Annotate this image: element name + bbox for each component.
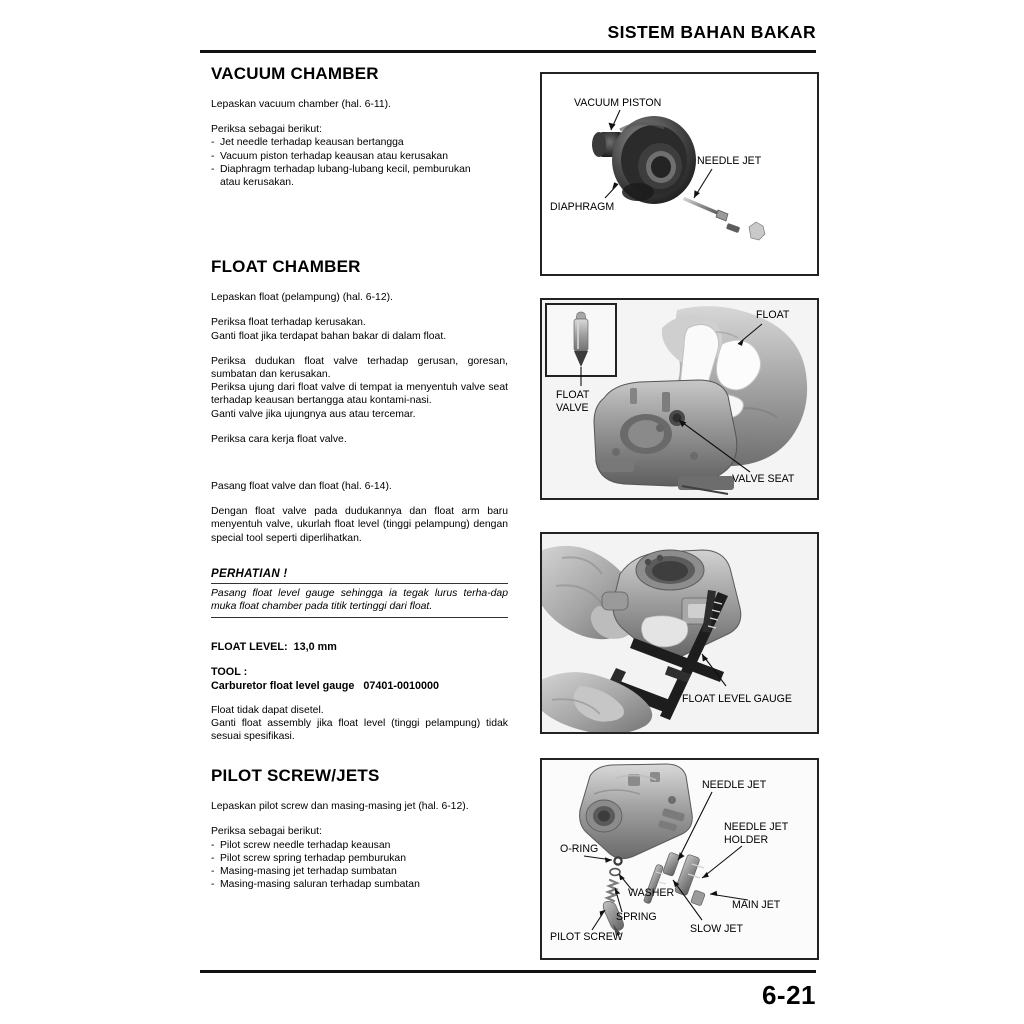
list-item-label: Pilot screw spring terhadap pemburukan: [220, 852, 406, 864]
section-heading-pilot-screw-jets: PILOT SCREW/JETS: [211, 766, 380, 786]
tool-spec: [211, 679, 508, 693]
list-item-label: Jet needle terhadap keausan bertangga: [220, 137, 404, 149]
callout-slow-jet: SLOW JET: [690, 923, 743, 935]
list-item-label: Masing-masing saluran terhadap sumbatan: [220, 879, 420, 891]
tool-number: 07401-0010000: [363, 679, 440, 692]
spacer: [211, 693, 508, 704]
list-item: [211, 150, 508, 163]
callout-float-level-gauge: FLOAT LEVEL GAUGE: [682, 693, 792, 705]
vacuum-chamber-illustration: [542, 74, 817, 274]
bullet-dash: -: [211, 839, 215, 851]
list-item: [211, 852, 508, 865]
figure-float-level-gauge: [540, 532, 819, 734]
callout-vacuum-piston: VACUUM PISTON: [574, 97, 662, 109]
list-item: [211, 839, 508, 852]
spacer: [211, 201, 508, 235]
vacuum-chamber-intro: Lepaskan vacuum chamber (hal. 6-11).: [211, 99, 392, 110]
figure-float-valve-seat: [540, 298, 819, 500]
list-item-label: Vacuum piston terhadap keausan atau kerusakan: [220, 150, 448, 162]
pilot-screw-bullet-list: [211, 839, 508, 892]
caution-text: Pasang float level gauge sehingga ia tegak lurus terha-dap muka float chamber pada titik tertinggi dari float.: [211, 583, 508, 618]
figure-pilot-screw-jets: [540, 758, 819, 960]
float-valve-seat-inspect: Periksa dudukan float valve terhadap gerusan, goresan, sumbatan dan kerusakan.: [211, 355, 508, 381]
spacer: [211, 618, 508, 640]
spacer: [211, 654, 508, 665]
needle-jet-part: [685, 199, 765, 240]
list-item: [211, 865, 508, 878]
float-chamber-intro: Lepaskan float (pelampung) (hal. 6-12).: [211, 292, 393, 304]
float-valve-tip-inspect: Periksa ujung dari float valve di tempat ia menyentuh valve seat terhadap keausan bertangga atau kontami-nasi.: [211, 382, 508, 407]
section-heading-float-chamber: FLOAT CHAMBER: [211, 257, 361, 277]
footer-divider: [200, 970, 816, 973]
figure-vacuum-chamber: [540, 72, 819, 276]
float-level-measure-instr: Dengan float valve pada dudukannya dan float arm baru menyentuh valve, ukurlah float level (tinggi pelampung) dengan special tool seperti diperlihatkan.: [211, 506, 508, 544]
callout-valve-seat: VALVE SEAT: [732, 473, 795, 485]
page-header: [200, 22, 816, 43]
callout-main-jet: MAIN JET: [732, 899, 781, 911]
pilot-screw-check-label: Periksa sebagai berikut:: [211, 826, 322, 838]
callout-needle-jet-holder-line2: HOLDER: [724, 834, 769, 846]
float-valve-replace: Ganti valve jika ujungnya aus atau tercemar.: [211, 408, 416, 420]
float-inspect-damage: Periksa float terhadap kerusakan.: [211, 317, 366, 329]
list-item: [211, 163, 508, 176]
spacer: [211, 557, 508, 568]
bullet-dash: -: [211, 137, 215, 149]
float-not-adjustable: Float tidak dapat disetel.: [211, 704, 324, 716]
list-item: [211, 878, 508, 891]
callout-o-ring: O-RING: [560, 843, 599, 855]
spacer: [211, 458, 508, 480]
bullet-dash: -: [211, 150, 215, 162]
bullet-dash: -: [211, 866, 215, 878]
vacuum-piston-part: [592, 116, 696, 204]
list-item: [211, 136, 508, 149]
list-item-label: Pilot screw needle terhadap keausan: [220, 839, 391, 851]
callout-needle-jet: NEEDLE JET: [697, 155, 762, 167]
vacuum-chamber-bullet-list: [211, 136, 508, 189]
float-valve-install: Pasang float valve dan float (hal. 6-14).: [211, 481, 392, 493]
spacer: [211, 755, 508, 766]
vacuum-chamber-check-label: Periksa sebagai berikut:: [211, 124, 322, 136]
pilot-screw-jets-illustration: [542, 760, 817, 958]
callout-spring: SPRING: [616, 911, 657, 923]
float-valve-inset: [546, 304, 616, 376]
bullet-dash: -: [211, 879, 215, 891]
float-replace-if-fuel: Ganti float jika terdapat bahan bakar di dalam float.: [211, 330, 447, 342]
list-item-label: Diaphragm terhadap lubang-lubang kecil, pemburukan: [220, 163, 471, 175]
page-title: SISTEM BAHAN BAKAR: [607, 22, 816, 42]
callout-diaphragm: DIAPHRAGM: [550, 201, 615, 213]
tool-name: Carburetor float level gauge: [211, 679, 355, 692]
float-level-gauge-illustration: [542, 534, 817, 732]
callout-washer: WASHER: [628, 887, 675, 899]
section-heading-vacuum-chamber: VACUUM CHAMBER: [211, 64, 379, 83]
caution-heading: PERHATIAN !: [211, 567, 288, 580]
caution-block: [211, 568, 508, 618]
float-assembly-replace: Ganti float assembly jika float level (tinggi pelampung) tidak sesuai spesifikasi.: [211, 717, 508, 743]
page-number: 6-21: [761, 980, 816, 1010]
tool-label: TOOL :: [211, 665, 248, 678]
callout-float: FLOAT: [756, 309, 790, 321]
float-level-spec-label: FLOAT LEVEL:: [211, 640, 288, 653]
spacer: [211, 235, 508, 257]
float-level-spec-value: 13,0 mm: [293, 640, 337, 653]
callout-pilot-screw: PILOT SCREW: [550, 931, 623, 943]
callout-float-valve-line2: VALVE: [556, 402, 589, 414]
carburetor-body: [594, 380, 737, 494]
float-level-spec: [211, 640, 508, 654]
list-item-label: Masing-masing jet terhadap sumbatan: [220, 866, 397, 878]
float-valve-operation-check: Periksa cara kerja float valve.: [211, 433, 347, 445]
text-column: [211, 64, 508, 904]
list-item-continuation: atau kerusakan.: [220, 177, 294, 189]
pilot-screw-intro: Lepaskan pilot screw dan masing-masing jet (hal. 6-12).: [211, 801, 469, 813]
callout-needle-jet-holder-line1: NEEDLE JET: [724, 821, 789, 833]
header-divider: [200, 50, 816, 53]
callout-needle-jet: NEEDLE JET: [702, 779, 767, 791]
bullet-dash: -: [211, 852, 215, 864]
float-valve-seat-illustration: [542, 300, 817, 498]
bullet-dash: -: [211, 163, 215, 175]
callout-float-valve-line1: FLOAT: [556, 389, 590, 401]
